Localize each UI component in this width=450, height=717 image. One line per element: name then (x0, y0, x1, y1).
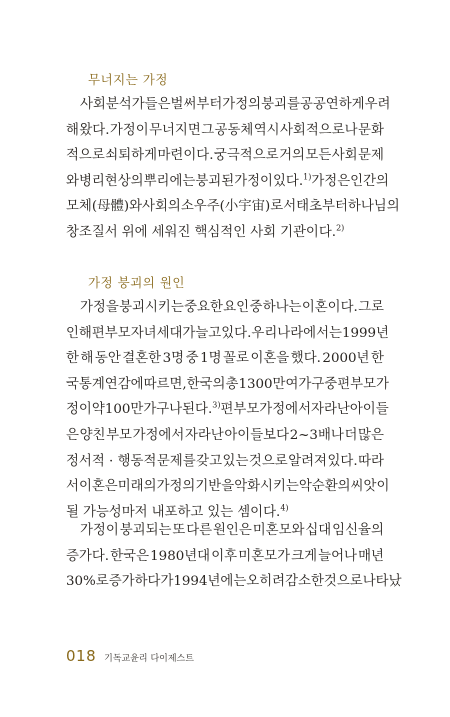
word: 붕괴된 (195, 173, 235, 189)
word: 감소한 (285, 574, 324, 590)
word: 30%로 (66, 574, 109, 590)
word: 무너지면 (149, 122, 201, 138)
word: 가구나 (143, 402, 183, 418)
word: 자라난 (184, 427, 224, 443)
footnote-marker: 2) (336, 223, 345, 233)
word: 해 (66, 122, 79, 138)
word: 오히려 (246, 574, 286, 590)
word: 다른 (186, 523, 213, 538)
word: 사회 (331, 148, 358, 164)
word: 궁극적으로 (213, 148, 279, 164)
word: 해 (80, 351, 94, 367)
word: 미혼모와 (252, 523, 305, 538)
word: 했다. (290, 351, 321, 367)
word: 있다.$^{1)}$ (273, 172, 312, 189)
word: 그 (201, 122, 215, 138)
word: 모든 (305, 148, 332, 164)
text-line (66, 423, 384, 449)
word: 태초부터 (296, 199, 348, 215)
page-number: 018 (66, 647, 97, 665)
text-line (66, 518, 384, 544)
word: 동안 (94, 351, 121, 367)
word: 가정이 (234, 173, 273, 189)
word: 창조질서 (66, 224, 118, 240)
word: 핵심적인 (194, 224, 247, 240)
word: 내포하고 (151, 504, 204, 520)
word: 이후 (211, 548, 238, 564)
footnote-marker: 1) (303, 172, 312, 182)
word: 붕괴되는 (119, 523, 172, 538)
word: 가정의 (156, 479, 196, 495)
word: 사회 (250, 224, 277, 240)
word: 중요한 (184, 300, 223, 315)
section-heading: 가정 붕괴의 원인 (88, 275, 185, 290)
word: 뿌리에는 (143, 173, 196, 189)
word: 1994년에는 (173, 574, 247, 590)
word: 있는 (207, 504, 234, 520)
word: 중 (324, 376, 338, 392)
word: 우려 (364, 97, 391, 112)
text-line (66, 295, 384, 321)
word: 중 (185, 351, 199, 367)
word: 셈이다.$^{4)}$ (237, 503, 289, 520)
word: 십대 (305, 523, 332, 538)
text-line (66, 569, 402, 595)
word: 것으로 (323, 574, 363, 590)
word: 편부모 (220, 402, 260, 418)
word: 늘고 (195, 325, 222, 341)
word: 결혼한 (122, 351, 162, 367)
word: 미래의 (117, 479, 157, 495)
word: 총 (225, 376, 239, 392)
text-line (66, 220, 384, 246)
word: 될 (66, 504, 79, 520)
word: 나라에서는 (277, 325, 342, 341)
word: 정이 (66, 402, 92, 418)
text-line (66, 194, 400, 220)
word: 벌써부터 (170, 97, 223, 112)
word: 적으로 (66, 148, 105, 164)
word: 아이들보다 (224, 427, 290, 443)
word: 쇠퇴하게 (105, 148, 158, 164)
footnote-marker: 3) (212, 400, 221, 410)
word: 많은 (358, 427, 384, 443)
word: 부모 (106, 427, 132, 443)
word: 한국은 (110, 548, 150, 564)
book-title: 기독교윤리 다이제스트 (104, 654, 194, 664)
word: 한 (370, 351, 384, 367)
word: 중 (249, 300, 263, 315)
page-footer (66, 647, 194, 665)
word: 것으로 (248, 453, 288, 469)
text-line (66, 118, 384, 144)
text-line (66, 92, 391, 118)
word: 병리현상의 (78, 173, 144, 189)
word: 크게 (291, 548, 318, 564)
footnote-marker: 4) (280, 503, 289, 513)
word: 악화시키는 (234, 479, 299, 495)
text-line (66, 321, 389, 347)
word: 한 (66, 351, 79, 367)
word: 왔다. (79, 122, 110, 138)
word: 따르면, (143, 376, 187, 392)
word: 정서적 · 행동적 (66, 453, 157, 469)
word: 늘어나 (318, 548, 357, 564)
word: 붕괴시키는 (119, 300, 184, 315)
word: 사회분석가들은 (80, 97, 171, 112)
word: 가정의 (222, 97, 262, 112)
word: 또 (172, 523, 186, 538)
word: 문화 (358, 122, 384, 138)
word: 미혼모가 (238, 548, 291, 564)
word: 매년 (358, 548, 384, 564)
word: 요인 (223, 300, 250, 315)
word: 역시 (253, 122, 280, 138)
word: 가능성마저 (82, 504, 148, 520)
word: 있다. (221, 325, 252, 341)
text-line (66, 372, 389, 398)
word: 증가다. (66, 548, 110, 564)
word: 알려져 (288, 453, 327, 469)
text-line (66, 397, 389, 423)
word: 이혼이다. (301, 300, 358, 315)
word: 편부모 (91, 325, 131, 341)
word: 100만 (104, 402, 144, 418)
word: 양친 (79, 427, 106, 443)
word: 기관이다.$^{2)}$ (280, 223, 345, 240)
word: 기반을 (195, 479, 235, 495)
word: 인해 (66, 325, 92, 341)
word: 있는 (222, 453, 249, 469)
word: 세대가 (156, 325, 196, 341)
paragraph (66, 518, 402, 595)
word: 갖고 (196, 453, 223, 469)
word: 자녀 (130, 325, 157, 341)
word: 한국의 (186, 376, 226, 392)
word: 1300만여 (238, 376, 299, 392)
word: 문제 (358, 148, 384, 164)
word: 인간의 (350, 173, 389, 189)
word: 가구 (298, 376, 325, 392)
word: 세워진 (151, 224, 191, 240)
word: 임신율의 (332, 523, 384, 538)
word: 2~3배나 (289, 427, 344, 443)
word: 편부모 (337, 376, 377, 392)
word: 1명 (200, 351, 222, 367)
word: 약 (91, 402, 105, 418)
word: 거의 (279, 148, 305, 164)
word: 가정이 (80, 523, 119, 538)
word: 사회적으로나 (280, 122, 358, 138)
paragraph (66, 295, 390, 525)
word: 3명 (162, 351, 185, 367)
word: 모체(母體)와 (66, 199, 143, 215)
word: 은 (66, 427, 79, 443)
word: 가정은 (311, 173, 351, 189)
text-line (66, 346, 384, 372)
word: 가 (376, 376, 389, 392)
word: 자라난 (311, 402, 350, 418)
word: 1999년 (341, 325, 389, 341)
word: 꼴로 (223, 351, 249, 367)
word: 1980년대 (150, 548, 211, 564)
word: 있다. (327, 453, 358, 469)
text-line (66, 169, 389, 195)
word: 가정에서 (132, 427, 185, 443)
word: 나타났 (362, 574, 402, 590)
text-line (66, 449, 384, 475)
word: 소우주(小宇宙)로서 (180, 199, 297, 215)
word: 가정을 (80, 300, 119, 315)
word: 아이들 (349, 402, 389, 418)
word: 서 (66, 479, 79, 495)
word: 우리 (251, 325, 278, 341)
word: 증가하다가 (108, 574, 174, 590)
text-line (66, 474, 390, 500)
word: 이혼을 (250, 351, 290, 367)
word: 따라 (358, 453, 384, 469)
word: 붕괴를 (261, 97, 300, 112)
word: 악순환의 (298, 479, 351, 495)
word: 위에 (121, 224, 148, 240)
word: 된다.$^{3)}$ (182, 400, 221, 418)
word: 와 (66, 173, 79, 189)
word: 그로 (358, 300, 384, 315)
word: 원인은 (213, 523, 252, 538)
word: 이혼은 (78, 479, 118, 495)
word: 국통계연감에 (66, 376, 144, 392)
paragraph (66, 92, 400, 246)
word: 마련이다. (157, 148, 214, 164)
word: 사회의 (142, 199, 181, 215)
word: 가정에서 (259, 402, 312, 418)
word: 문제를 (156, 453, 196, 469)
text-line (66, 143, 384, 169)
word: 공공연하게 (299, 97, 365, 112)
word: 하나님의 (347, 199, 400, 215)
word: 공동체 (214, 122, 254, 138)
word: 가정이 (109, 122, 149, 138)
text-line (66, 544, 384, 570)
word: 씨앗이 (350, 479, 390, 495)
word: 2000년 (322, 351, 370, 367)
word: 하나는 (262, 300, 302, 315)
section-heading: 무너지는 가정 (88, 72, 168, 87)
word: 더 (344, 427, 358, 443)
